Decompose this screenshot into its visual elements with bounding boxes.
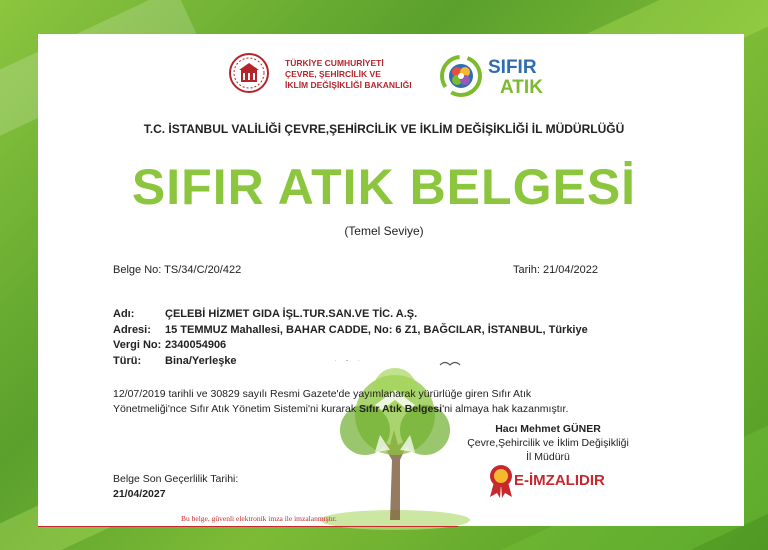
rosette-badge-icon (488, 464, 514, 498)
certificate-statement (113, 387, 673, 417)
certificate-title: SIFIR ATIK BELGESİ (131, 159, 637, 215)
e-signed-label: E-İMZALIDIR (514, 472, 605, 489)
info-label: Vergi No: (113, 339, 162, 351)
issue-date: Tarih: 21/04/2022 (513, 264, 599, 276)
logo-word-atik: ATIK (500, 77, 543, 98)
info-value: 15 TEMMUZ Mahallesi, BAHAR CADDE, No: 6 Z1, BAĞCILAR, İSTANBUL, Türkiye (165, 323, 588, 336)
validity-label: Belge Son Geçerlilik Tarihi: (113, 473, 239, 485)
info-value: Bina/Yerleşke (165, 354, 237, 367)
statement-line-2: Yönetmeliği'nce Sıfır Atık Yönetim Sistemi'ni kurarak Sıfır Atık Belgesi'ni almaya hak kazanmıştır. (113, 403, 569, 415)
info-value: ÇELEBİ HİZMET GIDA İŞL.TUR.SAN.VE TİC. A.Ş. (165, 308, 418, 320)
info-row-tax-no (113, 338, 588, 354)
info-row-name (113, 307, 588, 323)
signatory-title: İl Müdürü (526, 451, 570, 463)
info-label: Adresi: (113, 323, 151, 336)
zero-waste-logo-icon (440, 55, 482, 97)
validity-block (113, 472, 238, 502)
info-row-address (113, 323, 588, 339)
ministry-seal-icon (228, 52, 270, 94)
footer-divider (38, 526, 458, 527)
validity-date: 21/04/2027 (113, 488, 166, 500)
signatory-title: Çevre,Şehircilik ve İklim Değişikliği (467, 437, 629, 449)
info-label: Türü: (113, 354, 142, 367)
signatory-block (448, 422, 648, 464)
document-number: Belge No: TS/34/C/20/422 (113, 264, 242, 276)
info-value: 2340054906 (165, 339, 227, 351)
info-label: Adı: (113, 308, 135, 320)
footer-note: Bu belge, güvenli elektronik imza ile imzalanmıştır. (181, 514, 337, 523)
statement-line-1: 12/07/2019 tarihli ve 30829 sayılı Resmi Gazete'de yayımlanarak yürürlüğe giren Sıfır Atık (113, 388, 532, 400)
ministry-name: TÜRKİYE CUMHURİYETİ ÇEVRE, ŞEHİRCİLİK VE İKLİM DEĞİŞİKLİĞİ BAKANLIĞI (285, 58, 412, 90)
issuing-directorate: T.C. İSTANBUL VALİLİĞİ ÇEVRE,ŞEHİRCİLİK VE İKLİM DEĞİŞİKLİĞİ İL MÜDÜRLÜĞÜ (143, 122, 625, 136)
signatory-name: Hacı Mehmet GÜNER (495, 423, 601, 435)
certificate-level: (Temel Seviye) (344, 224, 424, 238)
logo-word-sifir: SIFIR (488, 57, 537, 78)
